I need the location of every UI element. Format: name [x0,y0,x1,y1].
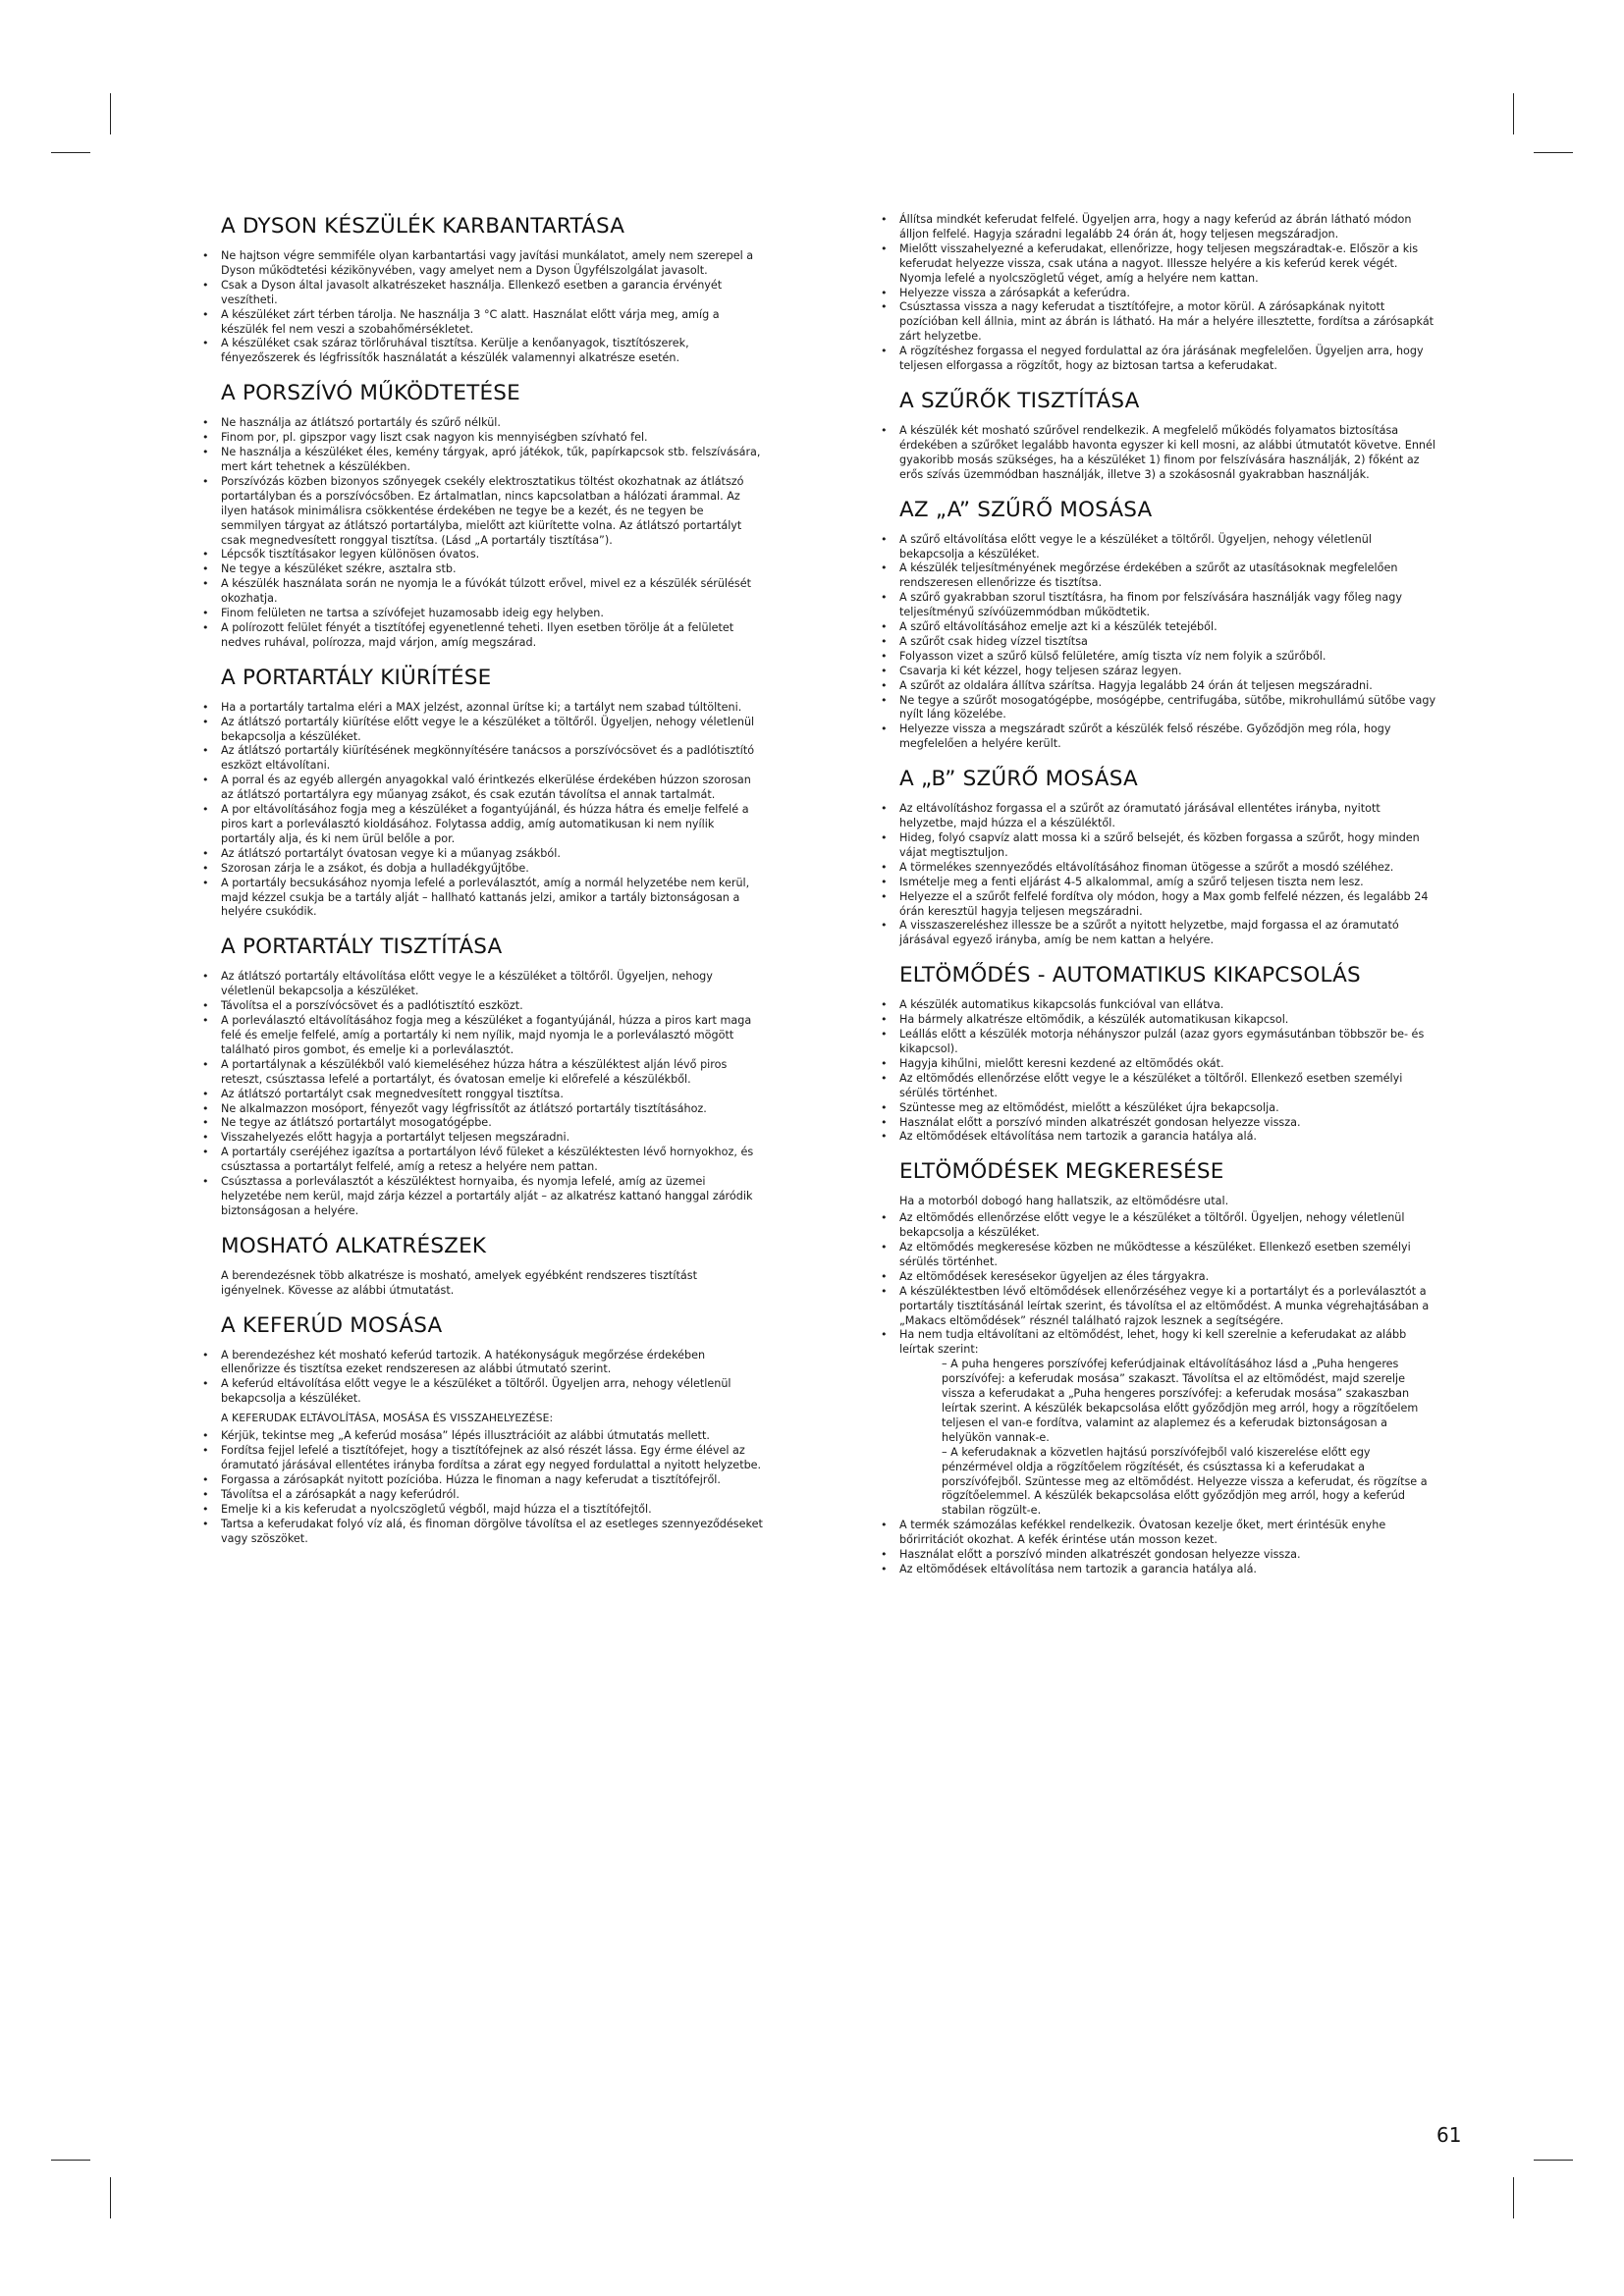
bullet-list [848,1519,1437,1577]
section-heading: A DYSON KÉSZÜLÉK KARBANTARTÁSA [221,214,625,239]
list-item [848,1519,1437,1548]
bullet-icon: • [202,249,209,262]
list-item-text: A szűrő eltávolítása előtt vegye le a készüléket a töltőről. Ügyeljen, nehogy véletlenül bekapcsolja a készüléket. [899,532,1372,561]
bullet-icon: • [202,1014,209,1028]
bullet-icon: • [202,1175,209,1189]
bullet-icon: • [881,875,888,888]
list-item [170,621,764,651]
list-item [848,890,1437,920]
bullet-icon: • [202,1377,209,1391]
list-item [170,562,764,577]
bullet-icon: • [202,861,209,875]
bullet-list [848,213,1437,374]
list-item-text: Az eltávolításhoz forgassa el a szűrőt az óramutató járásával ellentétes irányba, nyitott helyzetbe, majd húzza el a készüléktől. [899,802,1380,830]
bullet-icon: • [202,846,209,860]
bullet-icon: • [202,562,209,576]
list-item-text: Az eltömődések eltávolítása nem tartozik a garancia hatálya alá. [899,1562,1257,1575]
bullet-list [170,1349,764,1408]
list-item-text: A portartálynak a készülékből való kiemeléséhez húzza hátra a készüléktest alján lévő piros reteszt, csúsztassa lefelé a portartályt, és óvatosan emelje ki előrefelé a készülékből. [221,1057,728,1086]
list-item [170,999,764,1014]
bullet-icon: • [881,1269,888,1283]
section-heading: ELTÖMŐDÉS - AUTOMATIKUS KIKAPCSOLÁS [899,963,1361,988]
list-item-text: Szüntesse meg az eltömődést, mielőtt a készüléket újra bekapcsolja. [899,1100,1279,1114]
list-item [848,1072,1437,1101]
dash-paragraph: – A puha hengeres porszívófej keferúdjainak eltávolításához lásd a „Puha hengeres porszívófej: a keferudak mosása” szakaszt. Távolítsa el az eltömődést, majd szerelje vissza a keferudakat a „Puha hengeres porszívófej: a keferudak mosása” szakaszban leírtak szerint. A készülék bekapcsolása előtt győződjön meg arról, hogy a rögzítőelem teljesen el van-e fordítva, valamint az alaplemez és a keferudak biztonságosan a helyükön vannak-e. [942,1358,1419,1444]
list-item [170,577,764,607]
list-item-text: Forgassa a zárósapkát nyitott pozícióba. Húzza le finoman a nagy keferudat a tisztítófejről. [221,1472,721,1486]
bullet-list [170,249,764,366]
list-item-text: A szűrőt csak hideg vízzel tisztítsa [899,634,1088,648]
bullet-icon: • [202,1444,209,1458]
section-heading: MOSHATÓ ALKATRÉSZEK [221,1233,487,1258]
list-item [848,1028,1437,1057]
subheading: A KEFERUDAK ELTÁVOLÍTÁSA, MOSÁSA ÉS VISSZAHELYEZÉSE: [221,1412,554,1425]
bullet-icon: • [881,1562,888,1575]
list-item-text: Tartsa a keferudakat folyó víz alá, és finoman dörgölve távolítsa el az esetleges szennyeződéseket vagy szöszöket. [221,1517,763,1545]
list-item [170,475,764,549]
bullet-icon: • [881,300,888,314]
list-item [848,1130,1437,1145]
list-item-text: Távolítsa el a porszívócsövet és a padlótisztító eszközt. [221,999,523,1013]
list-item [848,345,1437,374]
bullet-icon: • [202,1429,209,1443]
list-item-text: Az eltömődés megkeresése közben ne működtesse a készüléket. Ellenkező esetben személyi sérülés történhet. [899,1241,1411,1268]
bullet-icon: • [881,1115,888,1129]
list-item [170,1444,764,1473]
section [848,388,1437,483]
list-item-text: Kérjük, tekintse meg „A keferúd mosása” lépés illusztrációit az alábbi útmutatás mellett. [221,1429,710,1443]
list-item-text: A szűrő eltávolításához emelje azt ki a készülék tetejéből. [899,620,1218,634]
section [848,497,1437,753]
list-item [170,548,764,562]
list-item-text: Visszahelyezés előtt hagyja a portartályt teljesen megszáradni. [221,1131,570,1145]
bullet-icon: • [202,744,209,758]
crop-mark [1513,2177,1514,2218]
list-item-text: Ne használja a készüléket éles, kemény tárgyak, apró játékok, tűk, papírkapcsok stb. felszívására, mert kárt tehetnek a készülékben. [221,446,761,473]
bullet-icon: • [881,1028,888,1041]
section-heading: A PORTARTÁLY TISZTÍTÁSA [221,934,503,960]
bullet-icon: • [202,876,209,889]
list-item-text: A készüléktestben lévő eltömődések ellenőrzéséhez vegye ki a portartályt és a porleválasztót a portartály tisztításánál leírtak szerint, és távolítsa el az eltömődést. A munka végrehajtásában a „Makacs eltömődések” résznél található rajzok lesznek a segítségére. [899,1284,1430,1327]
list-item [848,1211,1437,1241]
list-item-text: Folyasson vizet a szűrő külső felületére, amíg tiszta víz nem folyik a szűrőből. [899,649,1326,663]
crop-mark [1513,93,1514,134]
list-item-text: A készülék használata során ne nyomja le a fúvókát túlzott erővel, mivel ez a készülék sérülését okozhatja. [221,577,752,606]
list-item-text: Lépcsők tisztításakor legyen különösen óvatos. [221,548,480,561]
list-item [848,722,1437,752]
bullet-list [848,998,1437,1145]
bullet-list [848,533,1437,753]
list-item [848,1057,1437,1072]
bullet-icon: • [202,1146,209,1159]
bullet-icon: • [202,999,209,1013]
bullet-icon: • [202,278,209,292]
crop-mark [110,93,111,134]
crop-mark [110,2177,111,2218]
bullet-icon: • [202,446,209,459]
bullet-list [848,1211,1437,1358]
bullet-icon: • [881,345,888,358]
list-item-text: A portartály becsukásához nyomja lefelé a porleválasztót, amíg a normál helyzetébe nem kerül, majd kézzel csukja be a tartály alját – hallható kattanás jelzi, amikor a tartály biztonságosan a helyére csukódik. [221,876,750,919]
list-item-text: Ne tegye a szűrőt mosogatógépbe, mosógépbe, centrifugába, sütőbe, mikrohullámú sütőbe vagy nyílt láng közelébe. [899,693,1436,721]
section-heading: A PORSZÍVÓ MŰKÖDTETÉSE [221,381,520,406]
list-item-text: A készülék két mosható szűrővel rendelkezik. A megfelelő működés folyamatos biztosítása érdekében a szűrőket legalább havonta egyszer ki kell mosni, az alábbi útmutatót követve. Ennél gyakoribb mosás szükséges, ha a készüléket 1) finom por felszívására használják, 2) főként az erős szívás üzemmódban használják, illetve 3) a szokásosnál gyakrabban használják. [899,423,1436,481]
list-item [848,1270,1437,1285]
bullet-icon: • [881,1519,888,1532]
bullet-icon: • [202,1348,209,1362]
list-item [170,862,764,877]
list-item-text: Ne tegye a készüléket székre, asztalra stb. [221,562,457,576]
bullet-icon: • [202,607,209,620]
list-item [848,287,1437,301]
list-item-text: Az eltömődések eltávolítása nem tartozik a garancia hatálya alá. [899,1130,1257,1144]
bullet-list [848,424,1437,483]
section-heading: AZ „A” SZŰRŐ MOSÁSA [899,497,1153,522]
list-item-text: A keferúd eltávolítása előtt vegye le a készüléket a töltőről. Ügyeljen arra, nehogy véletlenül bekapcsolja a készüléket. [221,1377,731,1406]
list-item-text: A por eltávolításához fogja meg a készüléket a fogantyújánál, és húzza hátra és emelje felfelé a piros kart a porleválasztó kioldásához. Folytassa addig, amíg automatikusan ki nem nyílik portartály alja, és ki nem ürül belőle a por. [221,803,749,845]
list-item [170,970,764,999]
bullet-icon: • [202,1057,209,1071]
list-item [170,1088,764,1102]
section [848,213,1437,374]
list-item [170,416,764,431]
bullet-icon: • [881,860,888,874]
list-item-text: Az átlátszó portartály kiürítésének megkönnyítésére tanácsos a porszívócsövet és a padlótisztító eszközt eltávolítani. [221,744,755,773]
list-item [170,607,764,621]
bullet-icon: • [881,1241,888,1255]
list-item [170,701,764,716]
list-item [170,1503,764,1518]
bullet-icon: • [202,1101,209,1115]
section [848,962,1437,1145]
list-item-text: A törmelékes szennyeződés eltávolításához finoman ütögesse a szűrőt a mosdó széléhez. [899,860,1394,874]
list-item-text: A készülék automatikus kikapcsolás funkcióval van ellátva. [899,998,1224,1012]
crop-mark [51,152,90,153]
bullet-icon: • [202,548,209,561]
list-item [848,1563,1437,1577]
list-item [848,533,1437,562]
list-item-text: A porral és az egyéb allergén anyagokkal való érintkezés elkerülése érdekében húzzon szorosan az átlátszó portartályra egy műanyag zsákot, és csak ezután távolítsa el annak tartalmát. [221,774,751,802]
list-item [170,1102,764,1117]
dash-paragraph: – A keferudaknak a közvetlen hajtású porszívófejből való kiszerelése előtt egy pénzérmével oldja a rögzítőelem rögzítését, és csúsztassa ki a keferudakat a porszívófejből. Szüntesse meg az eltömődést. Helyezze vissza a keferudat, és rögzítse a rögzítőelemmel. A készülék bekapcsolása előtt győződjön meg arról, hogy a keferúd stabilan rögzült-e. [942,1445,1428,1518]
bullet-icon: • [202,337,209,350]
list-item-text: Finom por, pl. gipszpor vagy liszt csak nagyon kis mennyiségben szívható fel. [221,431,648,445]
list-item [170,1058,764,1088]
list-item-text: A rögzítéshez forgassa el negyed fordulattal az óra járásának megfelelően. Ügyeljen arra, hogy teljesen elforgassa a rögzítőt, hogy az biztosan tartsa a keferudakat. [899,345,1424,373]
list-item-text: A szűrőt az oldalára állítva szárítsa. Hagyja legalább 24 órán át teljesen megszáradni. [899,678,1373,692]
crop-mark [1534,2160,1573,2161]
bullet-icon: • [881,213,888,226]
bullet-icon: • [202,1087,209,1100]
bullet-icon: • [202,970,209,984]
bullet-icon: • [202,1116,209,1130]
bullet-icon: • [881,831,888,844]
list-item [170,1488,764,1503]
list-item-text: Ne használja az átlátszó portartály és szűrő nélkül. [221,416,501,430]
bullet-icon: • [881,532,888,546]
list-item-text: A visszaszereléshez illessze be a szűrőt a nyitott helyzetbe, majd forgassa el az óramutató járásával egyező irányba, amíg be nem kattan a helyére. [899,919,1399,947]
list-item-text: Helyezze vissza a zárósapkát a keferúdra. [899,286,1130,299]
list-item-text: Csavarja ki két kézzel, hogy teljesen száraz legyen. [899,664,1182,677]
bullet-list [170,701,764,921]
list-item-text: Az átlátszó portartály eltávolítása előtt vegye le a készüléket a töltőről. Ügyeljen, nehogy véletlenül bekapcsolja a készüléket. [221,970,713,998]
bullet-icon: • [881,1056,888,1070]
bullet-icon: • [881,664,888,677]
list-item [170,1518,764,1547]
list-item-text: Hideg, folyó csapvíz alatt mossa ki a szűrő belsejét, és közben forgassa a szűrőt, hogy minden vájat megtisztuljon. [899,831,1420,859]
bullet-icon: • [881,722,888,736]
crop-mark [51,2160,90,2161]
list-item [170,877,764,921]
bullet-icon: • [881,693,888,707]
bullet-icon: • [881,919,888,933]
bullet-icon: • [202,416,209,430]
list-item [848,1241,1437,1270]
list-item [848,1101,1437,1116]
crop-mark [1534,152,1573,153]
list-item-text: Távolítsa el a zárósapkát a nagy keferúdról. [221,1487,460,1501]
bullet-icon: • [881,634,888,648]
section-heading: A SZŰRŐK TISZTÍTÁSA [899,388,1140,413]
list-item [170,1473,764,1488]
list-item-text: Használat előtt a porszívó minden alkatrészét gondosan helyezze vissza. [899,1548,1301,1562]
section-intro: Ha a motorból dobogó hang hallatszik, az eltömődésre utal. [899,1195,1229,1208]
list-item [848,1328,1437,1358]
list-item-text: Ne alkalmazzon mosóport, fényezőt vagy légfrissítőt az átlátszó portartály tisztításához. [221,1101,707,1115]
list-item-text: Használat előtt a porszívó minden alkatrészét gondosan helyezze vissza. [899,1115,1301,1129]
bullet-icon: • [881,1130,888,1144]
section [848,766,1437,948]
list-item [170,308,764,338]
list-item-text: Csúsztassa vissza a nagy keferudat a tisztítófejre, a motor körül. A zárósapkának nyitott pozícióban kell állnia, mint az ábrán is látható. Ha már a helyére illesztette, fordítsa a zárósapkát zárt helyzetbe. [899,300,1435,344]
list-item-text: A portartály cseréjéhez igazítsa a portartályon lévő füleket a készüléktesten lévő hornyokhoz, és csúsztassa a portartályt felfelé, amíg a retesz a helyére nem pattan. [221,1146,754,1174]
list-item-text: Ha bármely alkatrésze eltömődik, a készülék automatikusan kikapcsol. [899,1013,1289,1027]
bullet-icon: • [881,561,888,575]
list-item [170,744,764,774]
section-intro: A berendezésnek több alkatrésze is mosható, amelyek egyébként rendszeres tisztítást igényelnek. Kövesse az alábbi útmutatást. [221,1268,697,1297]
bullet-icon: • [881,591,888,605]
bullet-icon: • [881,241,888,255]
section [170,934,764,1218]
list-item [848,635,1437,650]
bullet-icon: • [881,1100,888,1114]
list-item-text: Fordítsa fejjel lefelé a tisztítófejet, hogy a tisztítófejnek az alsó részét lássa. Egy érme élével az óramutató járásával ellentétes irányba fordítsa a zárat egy negyed fordulattal a nyitott helyzetbe. [221,1444,762,1471]
list-item [170,1429,764,1444]
list-item-text: Ne hajtson végre semmiféle olyan karbantartási vagy javítási munkálatot, amely nem szerepel a Dyson működtetési kézikönyvében, vagy amelyet nem a Dyson Ügyfélszolgálat javasolt. [221,249,754,277]
list-item [170,1175,764,1219]
list-item-text: A készülék teljesítményének megőrzése érdekében a szűrőt az utasításoknak megfelelően rendszeresen ellenőrizze és tisztítsa. [899,561,1398,590]
section [848,1158,1437,1577]
bullet-icon: • [202,774,209,787]
list-item [170,337,764,366]
bullet-list [170,416,764,651]
list-item [170,1014,764,1058]
bullet-icon: • [202,700,209,714]
bullet-icon: • [881,1071,888,1085]
list-item-text: A polírozott felület fényét a tisztítófej egyenetlenné teheti. Ilyen esetben törölje át a felületet nedves ruhával, polírozza, majd várjon, amíg megszárad. [221,620,734,649]
list-item [848,213,1437,242]
bullet-icon: • [881,1284,888,1298]
list-item [170,1146,764,1175]
list-item [170,1131,764,1146]
list-item [170,279,764,308]
section [170,213,764,366]
page-number: 61 [1436,2123,1462,2147]
list-item [170,249,764,279]
list-item-text: Az átlátszó portartályt csak megnedvesített ronggyal tisztítsa. [221,1087,564,1100]
bullet-icon: • [202,431,209,445]
list-item-text: A készüléket csak száraz törlőruhával tisztítsa. Kerülje a kenőanyagok, tisztítószerek, fényezőszerek és légfrissítők használatát a készülék valamennyi alkatrésze esetén. [221,337,689,365]
list-item-text: A berendezéshez két mosható keferúd tartozik. A hatékonyságuk megőrzése érdekében ellenőrizze és tisztítsa ezeket rendszeresen az alábbi útmutató szerint. [221,1348,706,1376]
list-item-text: Ha nem tudja eltávolítani az eltömődést, lehet, hogy ki kell szerelnie a keferudakat az alább leírtak szerint: [899,1328,1407,1357]
list-item [170,803,764,847]
section [170,1312,764,1547]
section-heading: A KEFERÚD MOSÁSA [221,1312,443,1338]
bullet-icon: • [202,715,209,728]
bullet-icon: • [202,307,209,321]
list-item [848,1285,1437,1329]
list-item-text: A szűrő gyakrabban szorul tisztításra, ha finom por felszívására használják vagy főleg nagy teljesítményű szívóüzemmódban működtetik. [899,591,1402,619]
list-item [170,1377,764,1407]
list-item-text: Az eltömődések keresésekor ügyeljen az éles tárgyakra. [899,1269,1210,1283]
list-item [848,802,1437,831]
list-item [170,431,764,446]
bullet-list [848,802,1437,948]
bullet-icon: • [881,1211,888,1225]
list-item-text: Hagyja kihűlni, mielőtt keresni kezdené az eltömődés okát. [899,1056,1224,1070]
list-item [848,679,1437,694]
list-item [848,1013,1437,1028]
list-item-text: Ismételje meg a fenti eljárást 4-5 alkalommal, amíg a szűrő teljesen tiszta nem lesz. [899,875,1364,888]
bullet-icon: • [202,1502,209,1516]
list-item [848,620,1437,635]
list-item-text: Csak a Dyson által javasolt alkatrészeket használja. Ellenkező esetben a garancia érvényét veszítheti. [221,278,723,306]
bullet-icon: • [202,1472,209,1486]
bullet-list [170,970,764,1218]
list-item-text: Szorosan zárja le a zsákot, és dobja a hulladékgyűjtőbe. [221,861,529,875]
list-item-text: Az átlátszó portartály kiürítése előtt vegye le a készüléket a töltőről. Ügyeljen, nehogy véletlenül bekapcsolja a készüléket. [221,715,755,743]
bullet-icon: • [202,1131,209,1145]
bullet-icon: • [881,998,888,1012]
list-item-text: Ha a portartály tartalma eléri a MAX jelzést, azonnal ürítse ki; a tartályt nem szabad túltölteni. [221,700,742,714]
list-item-text: Leállás előtt a készülék motorja néhányszor pulzál (azaz gyors egymásutánban többször be- és kikapcsol). [899,1028,1425,1055]
list-item-text: Helyezze vissza a megszáradt szűrőt a készülék felső részébe. Győződjön meg róla, hogy megfelelően a helyére került. [899,722,1391,751]
list-item [170,847,764,862]
list-item-text: Porszívózás közben bizonyos szőnyegek csekély elektrosztatikus töltést okozhatnak az átlátszó portartályban és a porszívócsőben. Ez ártalmatlan, nincs kapcsolatban a hálózati árammal. Az ilyen hatások minimálisra csökkentése érdekében ne tegye be a kezét, és ne tegyen be semmilyen tárgyat az átlátszó portartályba, mielőtt azt kiürítette volna. Az átlátszó portartályt csak megnedvesített ronggyal tisztítsa. (Lásd „A portartály tisztítása”). [221,474,744,547]
bullet-icon: • [881,889,888,903]
bullet-icon: • [881,286,888,299]
list-item [848,424,1437,483]
list-item [848,831,1437,861]
list-item [848,998,1437,1013]
list-item [848,561,1437,591]
section [170,1233,764,1299]
list-item-text: Az eltömődés ellenőrzése előtt vegye le a készüléket a töltőről. Ügyeljen, nehogy véletlenül bekapcsolja a készüléket. [899,1211,1405,1240]
list-item [170,446,764,475]
list-item-text: Az átlátszó portartályt óvatosan vegye ki a műanyag zsákból. [221,846,561,860]
list-item-text: Mielőtt visszahelyezné a keferudakat, ellenőrizze, hogy teljesen megszáradtak-e. Először a kis keferudat helyezze vissza, csak utána a nagyot. Illessze helyére a kis keferúd kerek végét. Nyomja lefelé a nyolcszögletű véget, amíg a helyére nem kattan. [899,241,1419,285]
list-item [170,1349,764,1378]
section [170,665,764,921]
bullet-icon: • [202,474,209,488]
bullet-icon: • [202,577,209,591]
list-item [170,716,764,745]
bullet-icon: • [881,1328,888,1342]
list-item [848,861,1437,876]
list-item-text: Ne tegye az átlátszó portartályt mosogatógépbe. [221,1116,492,1130]
bullet-icon: • [202,803,209,817]
bullet-icon: • [881,620,888,634]
list-item [170,774,764,803]
bullet-icon: • [881,649,888,663]
list-item-text: Csúsztassa a porleválasztót a készüléktest hornyaiba, és nyomja lefelé, amíg az üzemei helyzetébe nem kerül, majd zárja kézzel a portartály alját – az alkatrész kattanó hanggal záródik biztonságosan a helyére. [221,1175,753,1217]
bullet-icon: • [202,620,209,634]
bullet-icon: • [881,423,888,437]
list-item [848,242,1437,287]
bullet-icon: • [881,1013,888,1027]
list-item [848,1116,1437,1131]
list-item [848,591,1437,620]
left-column [170,213,764,1546]
list-item [848,919,1437,948]
section-heading: ELTÖMŐDÉSEK MEGKERESÉSE [899,1159,1224,1185]
bullet-list [170,1429,764,1546]
section [170,380,764,651]
section-heading: A PORTARTÁLY KIÜRÍTÉSE [221,665,492,690]
list-item [848,1548,1437,1563]
bullet-icon: • [202,1517,209,1530]
list-item-text: Helyezze el a szűrőt felfelé fordítva oly módon, hogy a Max gomb felfelé nézzen, és legalább 24 órán keresztül hagyja teljesen megszáradni. [899,889,1429,918]
list-item-text: Az eltömődés ellenőrzése előtt vegye le a készüléket a töltőről. Ellenkező esetben személyi sérülés történhet. [899,1071,1403,1099]
list-item-text: A porleválasztó eltávolításához fogja meg a készüléket a fogantyújánál, húzza a piros kart maga felé és emelje felfelé, amíg a portartály ki nem nyílik, majd nyomja le a porleválasztó mögött található piros gombot, és emelje ki a porleválasztót. [221,1014,752,1056]
bullet-icon: • [881,802,888,816]
list-item-text: Állítsa mindkét keferudat felfelé. Ügyeljen arra, hogy a nagy keferúd az ábrán látható módon álljon felfelé. Hagyja száradni legalább 24 órán át, hogy teljesen megszáradjon. [899,213,1412,240]
list-item-text: Finom felületen ne tartsa a szívófejet huzamosabb ideig egy helyben. [221,607,604,620]
list-item-text: Emelje ki a kis keferudat a nyolcszögletű végből, majd húzza el a tisztítófejtől. [221,1502,652,1516]
list-item [848,665,1437,679]
bullet-icon: • [881,1548,888,1562]
right-column [848,213,1437,1577]
list-item [848,300,1437,345]
list-item [848,876,1437,890]
list-item [848,650,1437,665]
list-item [170,1116,764,1131]
list-item-text: A készüléket zárt térben tárolja. Ne használja 3 °C alatt. Használat előtt várja meg, amíg a készülék fel nem veszi a szobahőmérsékletet. [221,307,720,336]
section-heading: A „B” SZŰRŐ MOSÁSA [899,767,1138,792]
bullet-icon: • [881,678,888,692]
bullet-icon: • [202,1487,209,1501]
list-item [848,694,1437,723]
list-item-text: A termék számozálas kefékkel rendelkezik. Óvatosan kezelje őket, mert érintésük enyhe bőrirritációt okozhat. A kefék érintése után mosson kezet. [899,1519,1386,1547]
